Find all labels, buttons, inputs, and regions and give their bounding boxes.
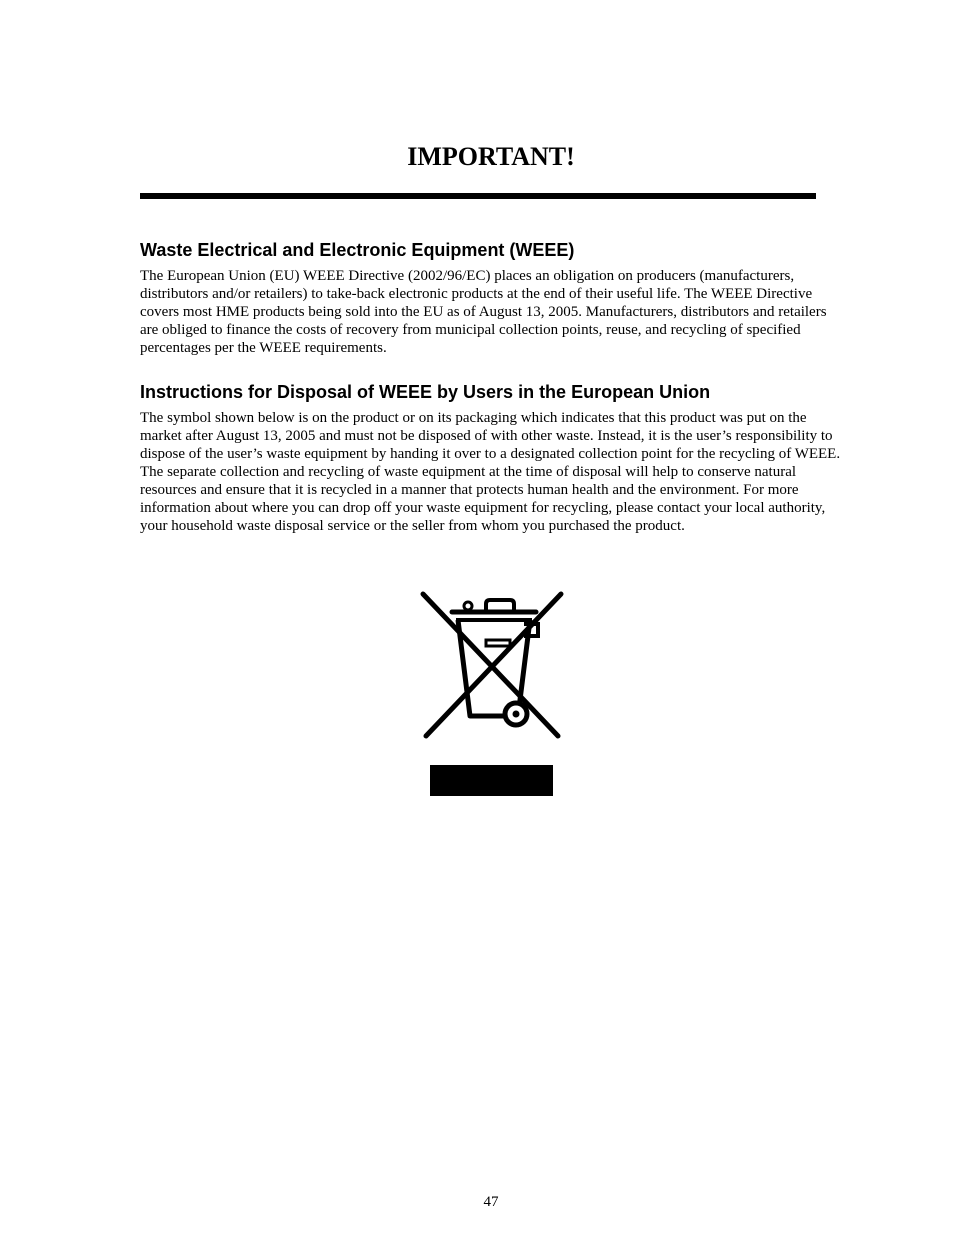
page-title: IMPORTANT! <box>407 142 575 171</box>
title-divider <box>140 193 816 199</box>
page-number: 47 <box>483 1194 499 1210</box>
date-mark-bar <box>430 765 553 796</box>
disposal-instructions-paragraph: The symbol shown below is on the product or on its packaging which indicates that this product was put on the market after August 13, 2005 and must not be disposed of with other waste. Instead, it is the user’s responsibility to dispose of the user’s waste equipment by handing it over to a designated collection point for the recycling of WEEE. The separate collection and recycling of waste equipment at the time of disposal will help to conserve natural resources and ensure that it is recycled in a manner that protects human health and the environment. For more information about where you can drop off your waste equipment for recycling, please contact your local authority, your household waste disposal service or the seller from whom you purchased the product. <box>140 410 841 534</box>
weee-paragraph: The European Union (EU) WEEE Directive (2002/96/EC) places an obligation on producers (manufacturers, distributors and/or retailers) to take-back electronic products at the end of their useful life. The WEEE Directive covers most HME products being sold into the EU as of August 13, 2005. Manufacturers, distributors and retailers are obliged to finance the costs of recovery from municipal collection points, reuse, and recycling of specified percentages per the WEEE requirements. <box>140 268 827 356</box>
weee-heading: Waste Electrical and Electronic Equipment (WEEE) <box>140 240 575 260</box>
disposal-instructions-heading: Instructions for Disposal of WEEE by Users in the European Union <box>140 382 711 402</box>
crossed-out-wheelie-bin-icon <box>418 588 568 740</box>
disposal-instructions-section <box>140 381 845 535</box>
weee-section <box>140 239 845 357</box>
